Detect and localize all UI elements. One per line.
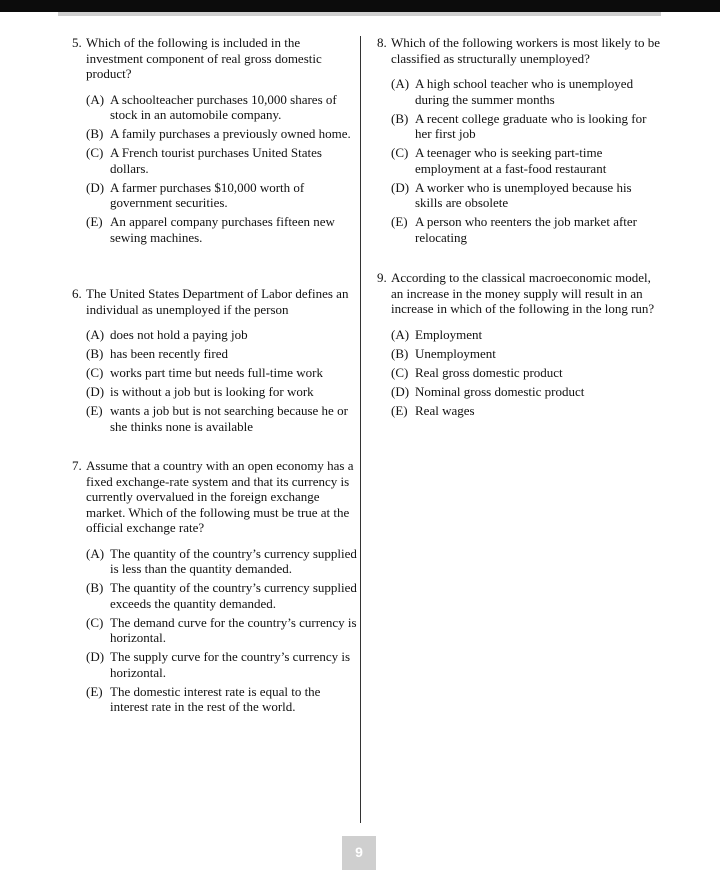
answer-options <box>72 92 357 246</box>
option-text: The quantity of the country’s currency supplied exceeds the quantity demanded. <box>110 580 357 611</box>
option-letter: (C) <box>86 145 104 160</box>
question-text: Which of the following workers is most likely to be classified as structurally unemployed? <box>391 35 660 66</box>
option-letter: (B) <box>86 580 104 595</box>
answer-option-a <box>86 327 357 343</box>
option-text: does not hold a paying job <box>110 327 248 342</box>
question-stem <box>72 458 357 536</box>
option-letter: (E) <box>391 214 408 229</box>
answer-option-d <box>86 649 357 680</box>
question-6 <box>72 286 357 438</box>
answer-option-e <box>86 684 357 715</box>
answer-option-c <box>391 365 662 381</box>
option-text: An apparel company purchases fifteen new sewing machines. <box>110 214 335 245</box>
answer-option-c <box>86 145 357 176</box>
option-letter: (D) <box>391 179 410 195</box>
answer-option-c <box>391 145 662 176</box>
option-text: A farmer purchases $10,000 worth of government securities. <box>110 179 305 210</box>
option-letter: (C) <box>86 365 104 380</box>
option-letter: (C) <box>391 364 409 380</box>
option-letter: (C) <box>391 145 409 160</box>
option-text: is without a job but is looking for work <box>110 384 314 399</box>
header-rule <box>58 12 661 16</box>
answer-option-b <box>86 126 357 142</box>
option-text: works part time but needs full-time work <box>110 365 324 380</box>
question-9 <box>377 270 662 422</box>
answer-option-d <box>86 384 357 400</box>
answer-option-d <box>391 384 662 400</box>
page-number: 9 <box>342 836 376 870</box>
column-divider <box>360 36 361 823</box>
question-text: According to the classical macroeconomic model, an increase in the money supply will result in an increase in which of the following in the long run? <box>391 270 655 316</box>
option-text: Real wages <box>415 402 475 418</box>
option-text: The quantity of the country’s currency supplied is less than the quantity demanded. <box>110 545 357 576</box>
option-text: A high school teacher who is unemployed during the summer months <box>415 76 634 107</box>
question-number: 8. <box>377 35 387 50</box>
option-text: A recent college graduate who is looking for her first job <box>415 110 647 141</box>
answer-options <box>72 327 357 434</box>
option-letter: (E) <box>86 214 103 229</box>
question-number: 7. <box>72 458 82 473</box>
question-number: 9. <box>377 270 387 285</box>
question-text: Which of the following is included in the investment component of real gross domestic product? <box>86 35 322 81</box>
question-number: 6. <box>72 286 82 301</box>
answer-option-b <box>391 111 662 142</box>
option-letter: (A) <box>86 91 105 107</box>
option-text: The domestic interest rate is equal to the interest rate in the rest of the world. <box>110 683 321 714</box>
option-letter: (B) <box>391 345 409 361</box>
question-7 <box>72 458 357 718</box>
option-letter: (A) <box>86 545 105 561</box>
answer-option-c <box>86 615 357 646</box>
answer-options <box>72 546 357 715</box>
option-text: Real gross domestic product <box>415 364 563 380</box>
option-text: A worker who is unemployed because his skills are obsolete <box>415 179 632 210</box>
question-5 <box>72 35 357 249</box>
option-text: A French tourist purchases United States dollars. <box>110 145 322 176</box>
option-letter: (D) <box>86 649 105 664</box>
option-text: Employment <box>415 326 483 342</box>
answer-options <box>377 76 662 245</box>
answer-option-e <box>86 214 357 245</box>
question-stem <box>72 35 357 82</box>
question-text: Assume that a country with an open economy has a fixed exchange-rate system and that its currency is currently overvalued in the foreign exchange market. Which of the following must be true at the official exchange rate? <box>86 458 354 535</box>
option-letter: (B) <box>86 346 104 361</box>
answer-option-c <box>86 365 357 381</box>
answer-option-b <box>86 580 357 611</box>
header-bar <box>0 0 720 12</box>
answer-option-a <box>391 76 662 107</box>
option-letter: (D) <box>391 383 410 399</box>
answer-option-a <box>86 546 357 577</box>
option-letter: (C) <box>86 614 104 630</box>
option-text: wants a job but is not searching because he or she thinks none is available <box>110 403 348 434</box>
option-text: A person who reenters the job market after relocating <box>415 214 638 245</box>
option-letter: (E) <box>391 402 408 418</box>
option-text: A family purchases a previously owned home. <box>110 126 351 141</box>
question-text: The United States Department of Labor defines an individual as unemployed if the person <box>86 286 349 317</box>
answer-options <box>377 327 662 419</box>
option-text: A teenager who is seeking part-time employment at a fast-food restaurant <box>415 145 607 176</box>
answer-option-e <box>391 403 662 419</box>
option-text: A schoolteacher purchases 10,000 shares of stock in an automobile company. <box>110 91 337 122</box>
answer-option-a <box>391 327 662 343</box>
answer-option-e <box>391 214 662 245</box>
option-letter: (D) <box>86 179 105 195</box>
option-letter: (B) <box>86 126 104 141</box>
option-text: The demand curve for the country’s currency is horizontal. <box>110 614 357 645</box>
option-letter: (E) <box>86 683 103 699</box>
question-number: 5. <box>72 35 82 50</box>
question-8 <box>377 35 662 249</box>
option-letter: (A) <box>86 327 105 342</box>
option-text: Unemployment <box>415 345 496 361</box>
answer-option-b <box>391 346 662 362</box>
answer-option-d <box>391 180 662 211</box>
option-text: has been recently fired <box>110 346 229 361</box>
option-letter: (A) <box>391 76 410 91</box>
option-letter: (E) <box>86 403 103 418</box>
answer-option-a <box>86 92 357 123</box>
question-stem <box>377 270 662 317</box>
option-letter: (B) <box>391 110 409 126</box>
question-stem <box>377 35 662 66</box>
option-letter: (D) <box>86 384 105 399</box>
option-text: Nominal gross domestic product <box>415 383 585 399</box>
answer-option-e <box>86 403 357 434</box>
answer-option-b <box>86 346 357 362</box>
answer-option-d <box>86 180 357 211</box>
option-text: The supply curve for the country’s currency is horizontal. <box>110 649 351 680</box>
question-stem <box>72 286 357 317</box>
option-letter: (A) <box>391 326 410 342</box>
